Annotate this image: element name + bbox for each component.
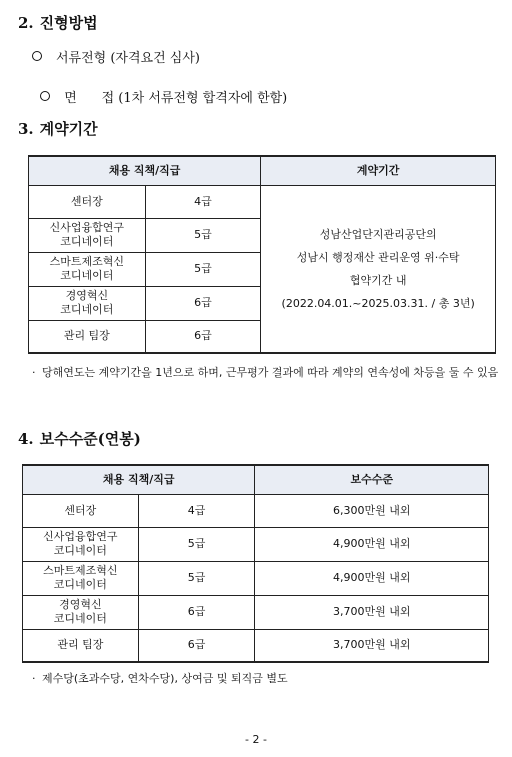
method-item-2 bbox=[32, 72, 287, 106]
section-3-number: 3. bbox=[18, 120, 34, 138]
table-row bbox=[23, 561, 489, 595]
table-row bbox=[23, 527, 489, 561]
salary-note-text: 제수당(초과수당, 연차수당), 상여금 및 퇴직금 별도 bbox=[42, 672, 288, 685]
contract-line: 성남산업단지관리공단의 bbox=[319, 227, 437, 241]
section-3-heading bbox=[18, 118, 98, 139]
table-row bbox=[29, 185, 496, 218]
page-number: - 2 - bbox=[245, 733, 267, 746]
circle-bullet-icon bbox=[32, 51, 42, 61]
table-row bbox=[23, 629, 489, 662]
grade-cell: 6급 bbox=[138, 595, 255, 629]
table-row bbox=[23, 494, 489, 527]
salary-cell: 3,700만원 내외 bbox=[255, 629, 489, 662]
position-cell: 센터장 bbox=[29, 185, 146, 218]
salary-cell: 4,900만원 내외 bbox=[255, 527, 489, 561]
salary-cell: 3,700만원 내외 bbox=[255, 595, 489, 629]
grade-cell: 6급 bbox=[145, 286, 261, 320]
table-header-position: 채용 직책/직급 bbox=[23, 465, 255, 494]
section-4-title: 보수수준(연봉) bbox=[39, 430, 141, 448]
contract-line: 성남시 행정재산 관리운영 위·수탁 bbox=[296, 250, 460, 264]
section-4-heading bbox=[18, 428, 141, 449]
section-2-number: 2. bbox=[18, 14, 34, 32]
method-item-2-text: 면 접 (1차 서류전형 합격자에 한함) bbox=[64, 91, 288, 106]
salary-cell: 4,900만원 내외 bbox=[255, 561, 489, 595]
table-row bbox=[23, 595, 489, 629]
salary-table bbox=[22, 464, 489, 663]
contract-line: (2022.04.01.~2025.03.31. / 총 3년) bbox=[281, 296, 475, 310]
position-cell: 관리 팀장 bbox=[29, 320, 146, 353]
section-3-title: 계약기간 bbox=[39, 120, 98, 138]
section-2-title: 진형방법 bbox=[39, 14, 98, 32]
position-cell: 경영혁신 코디네이터 bbox=[23, 595, 139, 629]
note-bullet: · bbox=[32, 366, 36, 379]
note-bullet: · bbox=[32, 672, 36, 685]
position-cell: 신사업융합연구 코디네이터 bbox=[23, 527, 139, 561]
position-cell: 스마트제조혁신 코디네이터 bbox=[29, 252, 146, 286]
position-cell: 센터장 bbox=[23, 494, 139, 527]
grade-cell: 5급 bbox=[138, 561, 255, 595]
salary-note bbox=[32, 669, 500, 688]
section-2-heading bbox=[18, 12, 98, 33]
position-cell: 관리 팀장 bbox=[23, 629, 139, 662]
contract-period-cell bbox=[261, 185, 496, 353]
grade-cell: 5급 bbox=[145, 252, 261, 286]
table-header-position: 채용 직책/직급 bbox=[29, 156, 261, 185]
position-cell: 신사업융합연구 코디네이터 bbox=[29, 218, 146, 252]
grade-cell: 5급 bbox=[138, 527, 255, 561]
grade-cell: 5급 bbox=[145, 218, 261, 252]
grade-cell: 4급 bbox=[138, 494, 255, 527]
position-cell: 스마트제조혁신 코디네이터 bbox=[23, 561, 139, 595]
grade-cell: 4급 bbox=[145, 185, 261, 218]
method-item-1 bbox=[32, 47, 200, 66]
table-header-salary: 보수수준 bbox=[255, 465, 489, 494]
method-item-1-text: 서류전형 (자격요건 심사) bbox=[56, 51, 200, 66]
contract-note bbox=[32, 363, 500, 382]
contract-line: 협약기간 내 bbox=[349, 273, 407, 287]
contract-note-text: 당해연도는 계약기간을 1년으로 하며, 근무평가 결과에 따라 계약의 연속성에 차등을 둘 수 있음 bbox=[42, 366, 499, 379]
contract-period-table bbox=[28, 155, 496, 354]
table-header-contract-period: 계약기간 bbox=[261, 156, 496, 185]
grade-cell: 6급 bbox=[145, 320, 261, 353]
grade-cell: 6급 bbox=[138, 629, 255, 662]
position-cell: 경영혁신 코디네이터 bbox=[29, 286, 146, 320]
salary-cell: 6,300만원 내외 bbox=[255, 494, 489, 527]
circle-bullet-icon bbox=[40, 91, 50, 101]
section-4-number: 4. bbox=[18, 430, 34, 448]
